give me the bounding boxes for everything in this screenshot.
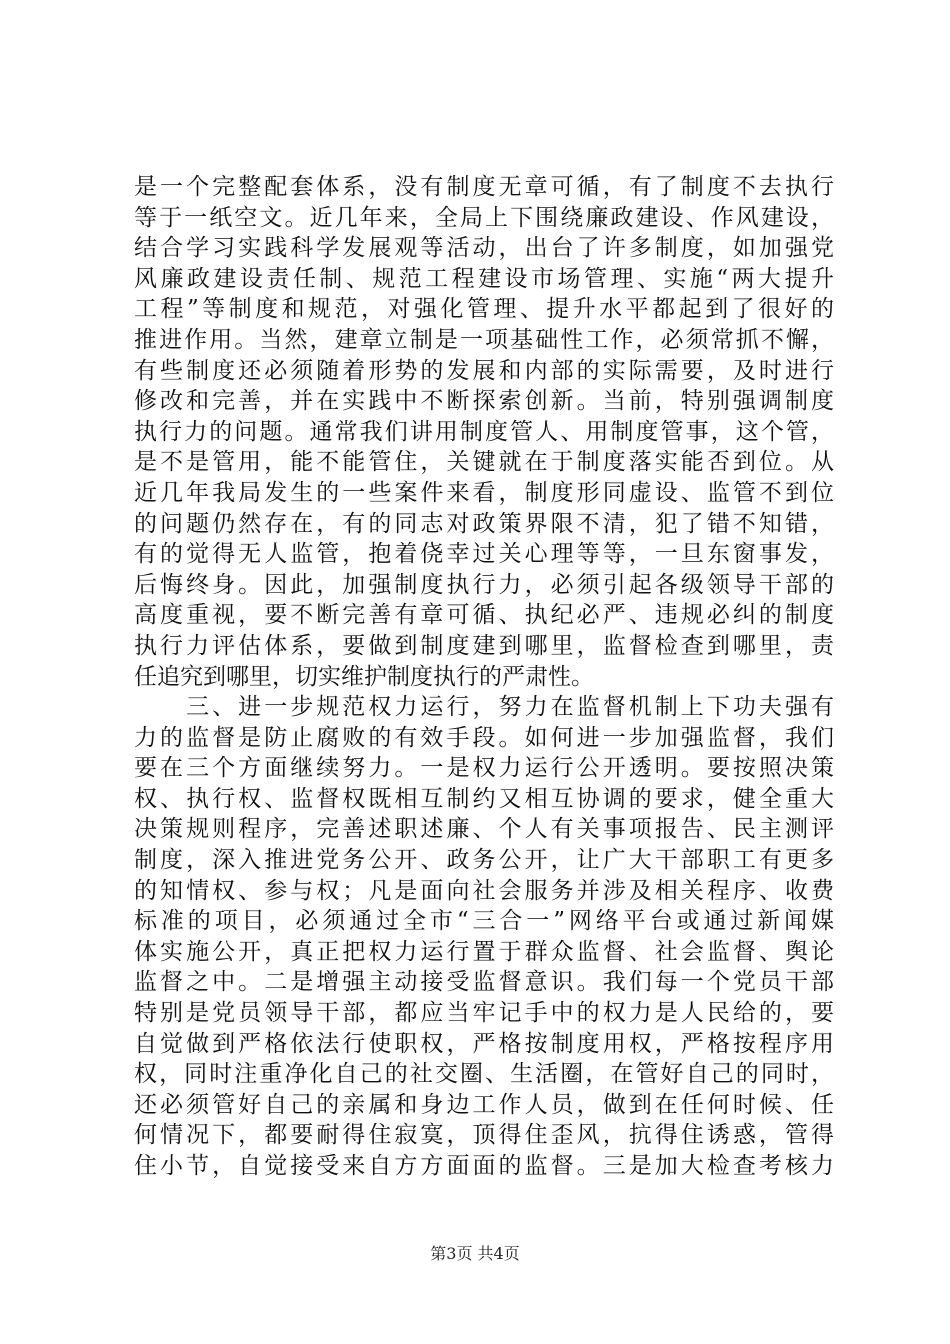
text-line: 权，同时注重净化自己的社交圈、生活圈，在管好自己的同时，	[134, 1061, 834, 1088]
text-line: 的问题仍然存在，有的同志对政策界限不清，犯了错不知错，	[134, 510, 834, 537]
text-line: 等于一纸空文。近几年来，全局上下围绕廉政建设、作风建设，	[134, 204, 834, 231]
text-line: 任追究到哪里，切实维护制度执行的严肃性。	[134, 663, 594, 690]
text-line: 特别是党员领导干部，都应当牢记手中的权力是人民给的，要	[134, 1000, 834, 1027]
text-line: 近几年我局发生的一些案件来看，制度形同虚设、监管不到位	[134, 479, 834, 506]
text-line: 结合学习实践科学发展观等活动，出台了许多制度，如加强党	[134, 235, 834, 262]
text-line: 要在三个方面继续努力。一是权力运行公开透明。要按照决策	[134, 755, 834, 782]
text-line: 制度，深入推进党务公开、政务公开，让广大干部职工有更多	[134, 847, 834, 874]
text-line: 是一个完整配套体系，没有制度无章可循，有了制度不去执行	[134, 174, 834, 200]
body-text	[134, 172, 834, 1182]
text-line: 住小节，自觉接受来自方方面面的监督。三是加大检查考核力	[134, 1153, 834, 1179]
text-line: 还必须管好自己的亲属和身边工作人员，做到在任何时候、任	[134, 1091, 834, 1118]
text-line: 的知情权、参与权；凡是面向社会服务并涉及相关程序、收费	[134, 877, 834, 904]
text-line: 风廉政建设责任制、规范工程建设市场管理、实施“两大提升	[134, 265, 834, 292]
text-line: 何情况下，都要耐得住寂寞，顶得住歪风，抗得住诱惑，管得	[134, 1122, 834, 1149]
text-line: 工程”等制度和规范，对强化管理、提升水平都起到了很好的	[134, 296, 834, 323]
text-line: 决策规则程序，完善述职述廉、个人有关事项报告、民主测评	[134, 816, 834, 843]
text-line: 推进作用。当然，建章立制是一项基础性工作，必须常抓不懈，	[134, 326, 834, 353]
text-line: 执行力的问题。通常我们讲用制度管人、用制度管事，这个管，	[134, 418, 834, 445]
text-line: 是不是管用，能不能管住，关键就在于制度落实能否到位。从	[134, 449, 834, 476]
text-line: 有些制度还必须随着形势的发展和内部的实际需要，及时进行	[134, 357, 834, 384]
page-footer: 第3页 共4页	[430, 1244, 520, 1263]
text-line: 执行力评估体系，要做到制度建到哪里，监督检查到哪里，责	[134, 632, 834, 659]
text-line: 自觉做到严格依法行使职权，严格按制度用权，严格按程序用	[134, 1030, 834, 1057]
text-line: 权、执行权、监督权既相互制约又相互协调的要求，健全重大	[134, 785, 834, 812]
text-line: 三、进一步规范权力运行，努力在监督机制上下功夫强有	[134, 694, 834, 721]
text-line: 有的觉得无人监管，抱着侥幸过关心理等等，一旦东窗事发，	[134, 541, 834, 568]
text-line: 修改和完善，并在实践中不断探索创新。当前，特别强调制度	[134, 388, 834, 415]
text-line: 后悔终身。因此，加强制度执行力，必须引起各级领导干部的	[134, 571, 834, 598]
text-line: 体实施公开，真正把权力运行置于群众监督、社会监督、舆论	[134, 938, 834, 965]
text-line: 高度重视，要不断完善有章可循、执纪必严、违规必纠的制度	[134, 602, 834, 629]
text-line: 力的监督是防止腐败的有效手段。如何进一步加强监督，我们	[134, 724, 834, 751]
text-line: 监督之中。二是增强主动接受监督意识。我们每一个党员干部	[134, 969, 834, 996]
text-line: 标准的项目，必须通过全市“三合一”网络平台或通过新闻媒	[134, 908, 834, 935]
